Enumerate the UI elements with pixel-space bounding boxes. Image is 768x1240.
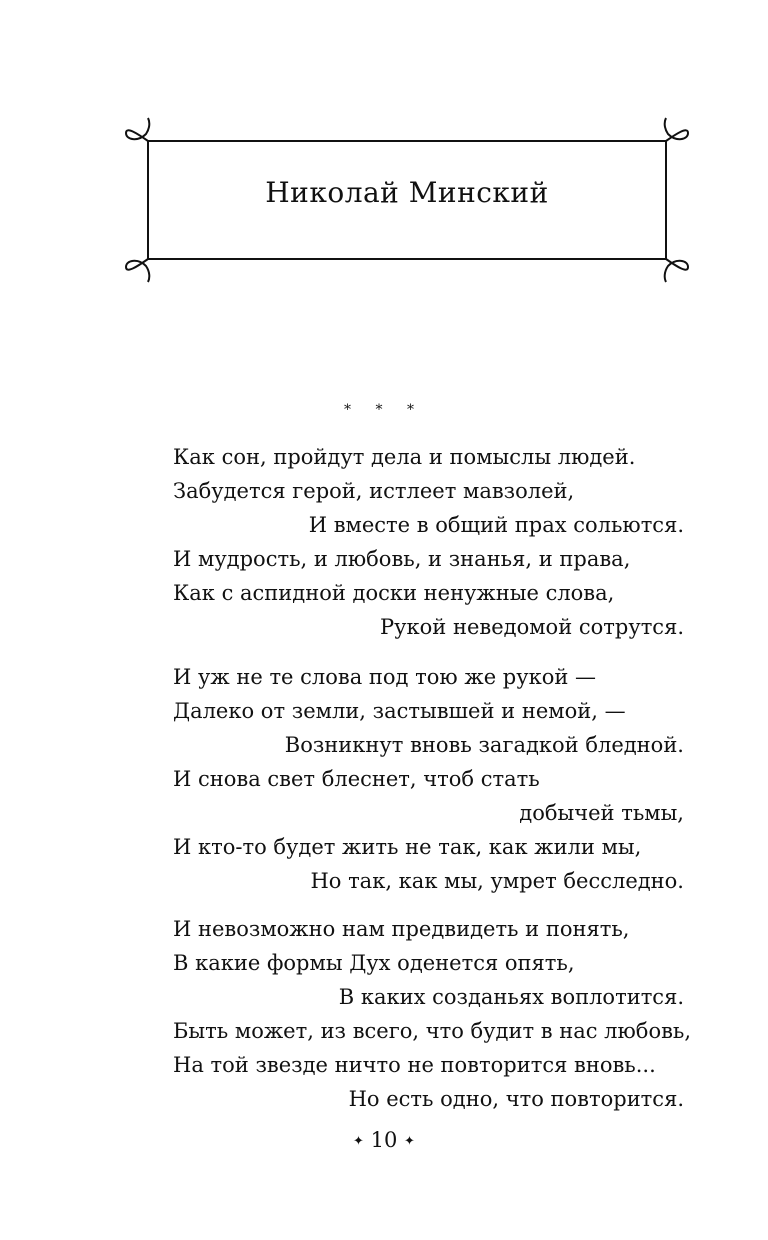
poem-line: На той звезде ничто не повторится вновь... <box>173 1053 656 1077</box>
poem-line: В какие формы Дух оденется опять, <box>173 951 575 975</box>
page-number-value: 10 <box>370 1128 398 1152</box>
poem-line: Возникнут вновь загадкой бледной. <box>284 733 684 757</box>
poem-line: И уж не те слова под тою же рукой — <box>173 665 597 689</box>
ornament-right-icon: ✦ <box>404 1134 415 1149</box>
poem-line: И снова свет блеснет, чтоб стать <box>173 767 540 791</box>
poem-line: В каких созданьях воплотится. <box>338 985 684 1009</box>
poem-line: Быть может, из всего, что будит в нас любовь, <box>173 1019 692 1043</box>
poem-line: Забудется герой, истлеет мавзолей, <box>173 479 575 503</box>
poem-line: Но есть одно, что повторится. <box>348 1087 684 1111</box>
poem-line: Рукой неведомой сотрутся. <box>380 615 684 639</box>
author-name: Николай Минский <box>265 176 549 209</box>
poem-line: И вместе в общий прах сольются. <box>308 513 684 537</box>
poem-line: Как с аспидной доски ненужные слова, <box>173 581 615 605</box>
poem-line: И кто-то будет жить не так, как жили мы, <box>173 835 642 859</box>
page-number <box>0 1128 768 1152</box>
poem-line: Но так, как мы, умрет бесследно. <box>310 869 684 893</box>
poem-line: И невозможно нам предвидеть и понять, <box>173 917 630 941</box>
poem-line: И мудрость, и любовь, и знанья, и права, <box>173 547 631 571</box>
poem-separator: * * * <box>344 402 424 418</box>
poem-line: добычей тьмы, <box>519 801 684 825</box>
poem-line: Далеко от земли, застывшей и немой, — <box>173 699 626 723</box>
ornament-left-icon: ✦ <box>353 1134 364 1149</box>
poem-line: Как сон, пройдут дела и помыслы людей. <box>173 445 636 469</box>
